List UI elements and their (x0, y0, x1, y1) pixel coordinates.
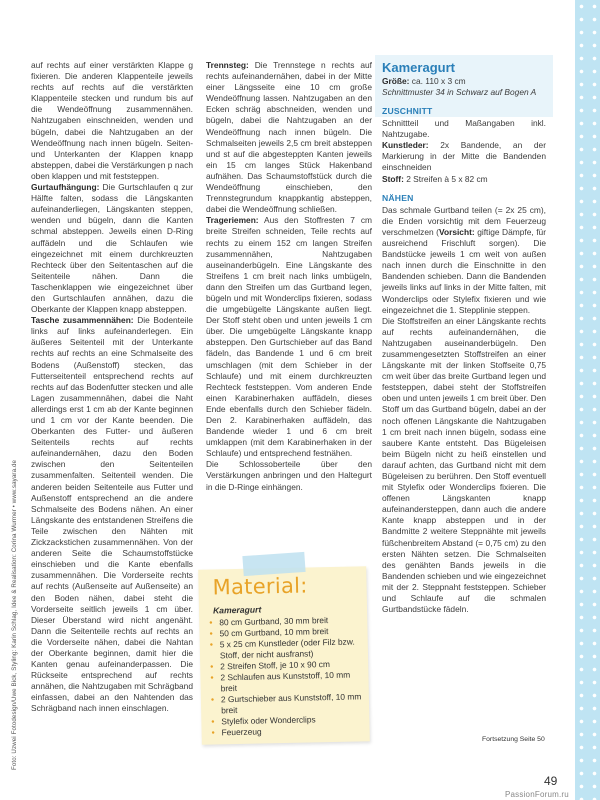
paragraph-zuschnitt-intro: Schnittteil und Maßangaben inkl. Nahtzugabe. (382, 118, 546, 140)
paragraph-trennsteg: Trennsteg: Die Trennstege n rechts auf rechts aufeinandernähen, dabei in der Mitte einer Längsseite eine 10 cm große Wendeöffnung lassen. Nahtzugaben an den Ecken schräg abschneiden, wenden und bügeln, dabei die Nahtzugaben an der Wendeöffnung nach innen bügeln. Die Schmalseiten jeweils 2,5 cm breit absteppen und st auf die abgesteppten Kanten jeweils ein 15 cm langes Stück Hakenband aufnähen. Das Schaumstoffstück durch die Wendeöffnung einschieben, den Trennstegrundum knappkantig absteppen, dabei die Wendeöffnung schließen. (206, 60, 372, 215)
photo-credit: Foto: Uzwei Fotodesign/Uwe Bick, Styling: Karin Schlag, Idee & Realisation: Corina Wurmer • www.sayara.de (11, 459, 18, 770)
paragraph-gurtaufhaengung: Gurtaufhängung: Die Gurtschlaufen q zur Hälfte falten, sodass die Längskanten aufeinanderliegen, Längskanten steppen, wenden und bügeln, dann die Kanten schmal absteppen. Jeweils einen D-Ring auffädeln und die Schlaufen wie eingezeichnet mit einem durchkreuzten Rechteck über den Seitentaschen auf die Seitenteile nähen. Dann die Taschenklappen wie eingezeichnet über den Gurtschlaufen annähen, dazu die Oberkante der Klappen knapp absteppen. (31, 182, 193, 315)
dotted-page-edge (575, 0, 600, 800)
paragraph-kunstleder: Kunstleder: 2x Bandende, an der Markierung in der Mitte die Bandenden einschneiden (382, 140, 547, 173)
paragraph-schloss: Die Schlossoberteile über den Verstärkungen anbringen und den Haltegurt in die D-Ringe einhängen. (206, 459, 372, 492)
material-item: • Feuerzeug (211, 726, 262, 738)
kameragurt-title: Kameragurt (382, 60, 455, 75)
material-item: • 2 Schlaufen aus Kunststoff, 10 mm breit (210, 669, 351, 694)
material-item: • 2 Streifen Stoff, je 10 x 90 cm (210, 659, 331, 672)
heading-naehen: NÄHEN (382, 192, 414, 203)
material-subtitle: Kameragurt (212, 604, 262, 616)
material-item: • 80 cm Gurtband, 30 mm breit (209, 615, 329, 628)
paragraph-klappen: auf rechts auf einer verstärkten Klappe g fixieren. Die anderen Klappenteile jeweils rechts auf rechts auf die verstärkten Klappenteile stecken und rundum bis auf die Wendeöffnung zusammennähen. Nahtzugaben einschneiden, wenden und bügeln, dabei die Nahtzugaben an der Wendeöffnung nach innen bügeln. Seiten- und Unterkanten der Klappen knapp absteppen, dabei die Verstärkungen p nach oben klappen und mit feststeppen. (31, 60, 193, 181)
material-item: • 2 Gurtschieber aus Kunststoff, 10 mm breit (210, 691, 362, 716)
paragraph-stoff: Stoff: 2 Streifen à 5 x 82 cm (382, 173, 488, 184)
column-3 (382, 60, 546, 615)
material-item: • Stylefix oder Wonderclips (211, 714, 316, 727)
heading-zuschnitt: ZUSCHNITT (382, 106, 433, 116)
material-note (198, 566, 370, 744)
subheading-trennsteg: Trennsteg: (206, 60, 249, 70)
page-number: 49 (544, 774, 558, 788)
material-item: • 50 cm Gurtband, 10 mm breit (209, 626, 329, 639)
material-title: Material: (212, 573, 308, 600)
column-1 (31, 60, 193, 715)
subheading-gurtaufhaengung: Gurtaufhängung: (31, 182, 100, 193)
paragraph-trageriemen: Trageriemen: Aus den Stoffresten 7 cm breite Streifen schneiden, Teile rechts auf rechts zu einem 152 cm langen Streifen zusammennähen, Nahtzugaben auseinanderbügeln. Eine Längskante des Streifens 1 cm breit nach links umbügeln, dann den Streifen um das Gurtband legen, bügeln und mit Wonderclips fixieren, sodass die umgebügelte Längskante außen liegt. Der Stoff steht oben und unten jeweils 1 cm über. Die umgebügelte Längskante knapp absteppen. Den Gurtschieber auf das Band fädeln, das Bandende 1 und 6 cm breit umschlagen (mit dem Schieber in der Schlaufe) und mit einem durchkreuzten Rechteck feststeppen. Vom anderen Ende einen Karabinerhaken auffädeln, dieses Ende ebenfalls durch den Schieber fädeln. Den 2. Karabinerhaken auffädeln, das Bandende wieder 1 und 6 cm breit umklappen (mit dem Karabinerhaken in der Schlaufe) und entsprechend festnähen. (206, 215, 372, 459)
kameragurt-header (382, 60, 546, 98)
subheading-trageriemen: Trageriemen: (206, 215, 259, 226)
kameragurt-pattern: Schnittmuster 34 in Schwarz auf Bogen A (382, 87, 537, 97)
paragraph-naehen-1: Das schmale Gurtband teilen (= 2x 25 cm), die Enden vorsichtig mit dem Feuerzeug verschmelzen (Vorsicht: giftige Dämpfe, für ausreichend Frischluft sorgen). Die Bandstücke jeweils 1 cm weit von außen nach innen durch die Einschnitte in den Bandenden schieben. Dann die Bandenden jeweils links auf links in der Mitte falten, mit Wonderclips oder Stylefix fixieren und wie eingezeichnet die 1. Stepplinie steppen. (382, 204, 547, 315)
paragraph-naehen-2: Die Stoffstreifen an einer Längskante rechts auf rechts aufeinandernähen, die Nahtzugaben auseinanderbügeln. Den zusammengesetzten Stoffstreifen an einer Längskante mit der linken Stoffseite 0,75 cm weit über das breite Gurtband legen und feststeppen, dabei steht der Stoffstreifen oben und unten jeweils 1 cm breit über. Den Stoff um das Gurtband bügeln, dabei an der noch offenen Längskante die Nahtzugaben 1 cm breit nach innen bügeln, sodass eine saubere Kante entsteht. Das Bügeleisen beim Bügeln nicht zu heiß einstellen und darauf achten, das Gurtband nicht mit dem Bügeleisen zu berühren. Den Stoff eventuell mit Stylefix oder Wonderclips fixieren. Die offenen Längskanten knapp aufeinandersteppen, dann auch die andere Kante knapp absteppen und in der Bandmitte 2 weitere Steppnähte mit jeweils füßchenbreitem Abstand (= 0,75 cm) zu den ersten Nähten setzen. Die Schmalseiten des genähten Bands jeweils in die Bandenden schieben und wie eingezeichnet mit der 2. Steppnaht feststeppen. Schieber und Schlaufe auf die schmalen Gurtbandstücke fädeln. (382, 315, 546, 615)
material-item: • 5 x 25 cm Kunstleder (oder Filz bzw. Stoff, der nicht ausfranst) (209, 636, 355, 661)
paragraph-tasche: Tasche zusammennähen: Die Bodenteile links auf links aufeinanderlegen. Ein äußeres Seitenteil mit der Unterkante rechts auf rechts an eine Schmalseite des Bodens (Außenstoff) stecken, das Futterseitenteil entsprechend rechts auf rechts auf das Bodenfutter stecken und alle Lagen zusammennähen, dabei die Naht allerdings erst 1 cm ab der Kante beginnen und 1 cm vor der Kante beenden. Die Oberkanten des Futter- und äußeren Seitenteils rechts auf rechts aufeinandernähen, dazu den Boden zwischen den Seitenteilen zusammenfalten. Seitenteil wenden. Die anderen beiden Seitenteile aus Futter und Außenstoff entsprechend an die andere Schmalseite des Bodens nähen. An einer Längskante des entstandenen Streifens die Teile zwischen den Nähten mit Zickzackstichen zusammennähen. Von der anderen Seite die Schaumstoffstücke einschieben und die Kante ebenfalls zusammennähen. Die Vorderseite rechts auf rechts (Außenseite auf Außenseite) an den Boden nähen, dabei steht die Vorderseite seitlich jeweils 1 cm über. Dieser Überstand wird nicht angenäht. Dann die Seitenteile rechts auf rechts an die Vorderseite nähen, dabei die Nahtan der Oberkante beginnen, damit hier die Kanten genau aufeinanderpassen. Die Rückseite entsprechend auf rechts annähen, die Nahtzugaben mit Schrägband einfassen, dabei an den Nahtenden das Schrägband nach innen einschlagen. (31, 315, 194, 714)
kameragurt-size: Größe: ca. 110 x 3 cm (382, 76, 466, 86)
subheading-tasche: Tasche zusammennähen: (31, 315, 134, 326)
material-list (209, 614, 364, 738)
continued-note: Fortsetzung Seite 50 (482, 736, 545, 743)
watermark: PassionForum.ru (505, 790, 569, 799)
column-2 (206, 60, 372, 493)
